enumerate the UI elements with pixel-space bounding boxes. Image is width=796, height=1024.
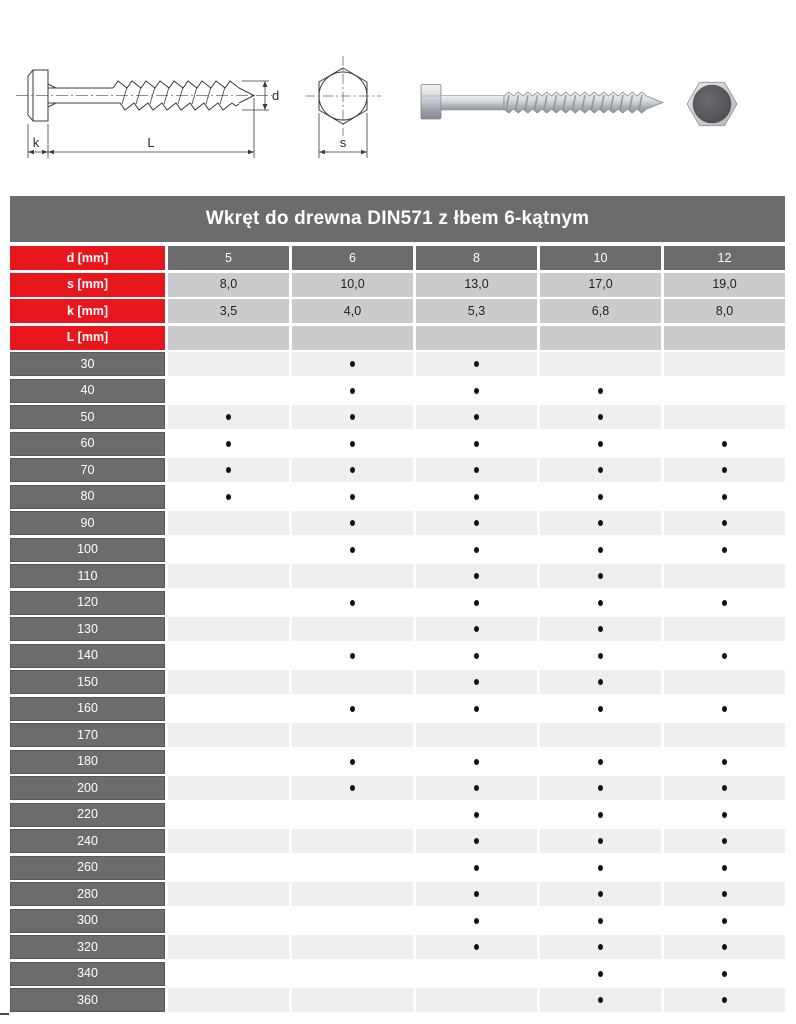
availability-dot xyxy=(474,812,479,818)
availability-dot xyxy=(350,467,355,473)
availability-dot xyxy=(474,467,479,473)
spec-row-label: d [mm] xyxy=(10,246,165,270)
availability-dot xyxy=(722,812,727,818)
availability-cell xyxy=(540,432,661,456)
spec-row xyxy=(10,273,785,297)
availability-cell xyxy=(168,538,289,562)
availability-dot xyxy=(598,467,603,473)
availability-dot xyxy=(598,918,603,924)
availability-cell xyxy=(168,750,289,774)
length-label: 160 xyxy=(10,697,165,721)
availability-dot xyxy=(474,891,479,897)
availability-cell xyxy=(664,697,785,721)
availability-cell xyxy=(540,670,661,694)
length-label: 220 xyxy=(10,803,165,827)
spec-value-cell xyxy=(292,326,413,350)
spec-row-label: s [mm] xyxy=(10,273,165,297)
length-row-220 xyxy=(10,803,785,827)
availability-dot xyxy=(722,918,727,924)
length-label: 90 xyxy=(10,511,165,535)
availability-dot xyxy=(598,600,603,606)
availability-cell xyxy=(292,856,413,880)
availability-dot xyxy=(598,997,603,1003)
availability-cell xyxy=(168,405,289,429)
length-label: 40 xyxy=(10,379,165,403)
availability-cell xyxy=(416,352,537,376)
dim-label-d: d xyxy=(272,88,280,103)
availability-cell xyxy=(540,803,661,827)
availability-cell xyxy=(664,485,785,509)
spec-row-label: L [mm] xyxy=(10,326,165,350)
length-row-200 xyxy=(10,776,785,800)
availability-dot xyxy=(474,441,479,447)
availability-cell xyxy=(540,564,661,588)
availability-dot xyxy=(722,944,727,950)
availability-dot xyxy=(598,838,603,844)
availability-dot xyxy=(474,494,479,500)
availability-cell xyxy=(540,829,661,853)
length-row-30 xyxy=(10,352,785,376)
length-row-360 xyxy=(10,988,785,1012)
availability-cell xyxy=(292,352,413,376)
availability-dot xyxy=(474,388,479,394)
spec-value-cell xyxy=(168,326,289,350)
availability-cell xyxy=(540,644,661,668)
availability-cell xyxy=(664,882,785,906)
availability-cell xyxy=(416,432,537,456)
availability-dot xyxy=(226,414,231,420)
availability-dot xyxy=(474,759,479,765)
availability-cell xyxy=(292,803,413,827)
availability-cell xyxy=(292,962,413,986)
length-label: 140 xyxy=(10,644,165,668)
availability-dot xyxy=(226,467,231,473)
availability-cell xyxy=(416,617,537,641)
spec-value-cell: 10,0 xyxy=(292,273,413,297)
availability-dot xyxy=(722,891,727,897)
availability-cell xyxy=(540,909,661,933)
length-row-80 xyxy=(10,485,785,509)
availability-cell xyxy=(664,564,785,588)
product-drawing xyxy=(0,0,796,196)
availability-dot xyxy=(598,494,603,500)
availability-cell xyxy=(664,617,785,641)
availability-dot xyxy=(722,441,727,447)
availability-dot xyxy=(474,361,479,367)
availability-dot xyxy=(474,944,479,950)
availability-cell xyxy=(540,379,661,403)
availability-dot xyxy=(350,388,355,394)
length-row-160 xyxy=(10,697,785,721)
availability-cell xyxy=(292,432,413,456)
availability-cell xyxy=(540,405,661,429)
availability-cell xyxy=(292,750,413,774)
availability-cell xyxy=(540,882,661,906)
length-row-280 xyxy=(10,882,785,906)
availability-cell xyxy=(168,988,289,1012)
length-label: 320 xyxy=(10,935,165,959)
availability-cell xyxy=(416,697,537,721)
availability-cell xyxy=(540,352,661,376)
availability-cell xyxy=(540,988,661,1012)
availability-dot xyxy=(598,573,603,579)
availability-cell xyxy=(292,935,413,959)
length-label: 30 xyxy=(10,352,165,376)
availability-cell xyxy=(540,723,661,747)
availability-cell xyxy=(416,538,537,562)
availability-cell xyxy=(540,935,661,959)
length-row-100 xyxy=(10,538,785,562)
availability-cell xyxy=(664,776,785,800)
availability-dot xyxy=(722,547,727,553)
availability-dot xyxy=(598,706,603,712)
availability-dot xyxy=(722,520,727,526)
spec-row xyxy=(10,326,785,350)
spec-value-cell: 4,0 xyxy=(292,299,413,323)
availability-cell xyxy=(416,405,537,429)
availability-cell xyxy=(292,697,413,721)
availability-cell xyxy=(416,776,537,800)
availability-cell xyxy=(168,485,289,509)
availability-dot xyxy=(598,865,603,871)
spec-value-cell: 6 xyxy=(292,246,413,270)
length-label: 70 xyxy=(10,458,165,482)
hex-head-front-view-drawing xyxy=(305,56,381,158)
availability-cell xyxy=(416,750,537,774)
availability-cell xyxy=(168,962,289,986)
availability-dot xyxy=(722,997,727,1003)
spec-value-cell: 3,5 xyxy=(168,299,289,323)
availability-cell xyxy=(168,856,289,880)
availability-dot xyxy=(474,679,479,685)
availability-cell xyxy=(168,591,289,615)
availability-dot xyxy=(598,679,603,685)
spec-value-cell: 17,0 xyxy=(540,273,661,297)
length-row-120 xyxy=(10,591,785,615)
length-label: 100 xyxy=(10,538,165,562)
spec-value-cell xyxy=(416,326,537,350)
spec-value-cell: 8,0 xyxy=(664,299,785,323)
table-title: Wkręt do drewna DIN571 z łbem 6-kątnym xyxy=(10,196,785,242)
length-label: 130 xyxy=(10,617,165,641)
availability-cell xyxy=(664,352,785,376)
availability-cell xyxy=(416,935,537,959)
availability-cell xyxy=(416,644,537,668)
availability-cell xyxy=(664,379,785,403)
spec-value-cell: 8 xyxy=(416,246,537,270)
availability-dot xyxy=(350,414,355,420)
length-label: 200 xyxy=(10,776,165,800)
availability-cell xyxy=(292,379,413,403)
availability-dot xyxy=(722,971,727,977)
availability-cell xyxy=(292,405,413,429)
length-label: 260 xyxy=(10,856,165,880)
length-label: 50 xyxy=(10,405,165,429)
screw-diagram-svg xyxy=(0,0,796,196)
length-row-340 xyxy=(10,962,785,986)
length-label: 110 xyxy=(10,564,165,588)
availability-cell xyxy=(416,485,537,509)
length-row-140 xyxy=(10,644,785,668)
availability-dot xyxy=(722,706,727,712)
availability-cell xyxy=(664,829,785,853)
spec-value-cell: 5 xyxy=(168,246,289,270)
availability-dot xyxy=(226,441,231,447)
availability-cell xyxy=(168,617,289,641)
availability-cell xyxy=(168,511,289,535)
availability-dot xyxy=(474,600,479,606)
availability-dot xyxy=(598,547,603,553)
spec-value-cell xyxy=(540,326,661,350)
availability-dot xyxy=(474,573,479,579)
availability-dot xyxy=(722,600,727,606)
availability-cell xyxy=(664,405,785,429)
availability-dot xyxy=(722,838,727,844)
availability-cell xyxy=(416,379,537,403)
availability-cell xyxy=(664,750,785,774)
availability-dot xyxy=(474,626,479,632)
availability-dot xyxy=(598,944,603,950)
hex-head-photo xyxy=(687,82,737,125)
availability-cell xyxy=(664,856,785,880)
availability-cell xyxy=(292,591,413,615)
availability-cell xyxy=(540,458,661,482)
availability-cell xyxy=(416,829,537,853)
availability-cell xyxy=(168,776,289,800)
availability-dot xyxy=(722,494,727,500)
availability-dot xyxy=(474,918,479,924)
availability-cell xyxy=(664,935,785,959)
spec-row-label: k [mm] xyxy=(10,299,165,323)
page-artifact xyxy=(0,1013,9,1015)
length-row-110 xyxy=(10,564,785,588)
length-row-150 xyxy=(10,670,785,694)
length-row-240 xyxy=(10,829,785,853)
availability-cell xyxy=(168,432,289,456)
availability-cell xyxy=(540,776,661,800)
length-label: 240 xyxy=(10,829,165,853)
availability-dot xyxy=(598,891,603,897)
availability-cell xyxy=(540,538,661,562)
availability-dot xyxy=(598,414,603,420)
availability-dot xyxy=(474,414,479,420)
spec-value-cell: 10 xyxy=(540,246,661,270)
availability-dot xyxy=(350,520,355,526)
availability-cell xyxy=(664,962,785,986)
length-label: 300 xyxy=(10,909,165,933)
availability-cell xyxy=(540,591,661,615)
availability-cell xyxy=(664,511,785,535)
availability-dot xyxy=(722,467,727,473)
availability-cell xyxy=(292,909,413,933)
availability-cell xyxy=(540,962,661,986)
availability-cell xyxy=(168,670,289,694)
spec-row xyxy=(10,299,785,323)
availability-cell xyxy=(168,723,289,747)
spec-value-cell: 19,0 xyxy=(664,273,785,297)
availability-dot xyxy=(598,971,603,977)
dim-label-L: L xyxy=(147,135,155,150)
screw-side-view-drawing xyxy=(16,70,279,158)
availability-dot xyxy=(598,626,603,632)
availability-dot xyxy=(474,653,479,659)
availability-dot xyxy=(598,441,603,447)
availability-cell xyxy=(292,670,413,694)
availability-dot xyxy=(350,441,355,447)
availability-cell xyxy=(540,750,661,774)
length-label: 150 xyxy=(10,670,165,694)
availability-cell xyxy=(168,882,289,906)
availability-cell xyxy=(168,697,289,721)
availability-cell xyxy=(540,511,661,535)
availability-cell xyxy=(292,564,413,588)
availability-cell xyxy=(416,564,537,588)
availability-cell xyxy=(416,962,537,986)
availability-dot xyxy=(350,785,355,791)
availability-cell xyxy=(416,909,537,933)
availability-dot xyxy=(350,600,355,606)
availability-cell xyxy=(540,697,661,721)
availability-cell xyxy=(664,591,785,615)
availability-cell xyxy=(292,988,413,1012)
length-row-130 xyxy=(10,617,785,641)
size-table-rows xyxy=(10,246,785,1012)
length-label: 120 xyxy=(10,591,165,615)
length-label: 170 xyxy=(10,723,165,747)
availability-cell xyxy=(416,511,537,535)
availability-cell xyxy=(540,856,661,880)
availability-cell xyxy=(292,538,413,562)
availability-dot xyxy=(350,494,355,500)
availability-cell xyxy=(664,723,785,747)
spec-value-cell: 13,0 xyxy=(416,273,537,297)
availability-cell xyxy=(416,670,537,694)
availability-dot xyxy=(474,865,479,871)
availability-cell xyxy=(664,670,785,694)
length-row-260 xyxy=(10,856,785,880)
length-row-70 xyxy=(10,458,785,482)
length-row-40 xyxy=(10,379,785,403)
availability-dot xyxy=(598,653,603,659)
availability-dot xyxy=(474,547,479,553)
length-label: 280 xyxy=(10,882,165,906)
availability-cell xyxy=(168,829,289,853)
availability-dot xyxy=(722,653,727,659)
dim-label-k: k xyxy=(32,135,40,150)
availability-cell xyxy=(664,909,785,933)
availability-dot xyxy=(350,361,355,367)
availability-dot xyxy=(598,785,603,791)
availability-cell xyxy=(292,644,413,668)
screw-photo xyxy=(421,85,663,120)
availability-dot xyxy=(598,388,603,394)
spec-value-cell: 8,0 xyxy=(168,273,289,297)
spec-value-cell: 6,8 xyxy=(540,299,661,323)
availability-cell xyxy=(416,458,537,482)
availability-cell xyxy=(416,988,537,1012)
availability-dot xyxy=(226,494,231,500)
length-label: 60 xyxy=(10,432,165,456)
availability-cell xyxy=(416,856,537,880)
length-row-50 xyxy=(10,405,785,429)
availability-cell xyxy=(168,909,289,933)
length-label: 360 xyxy=(10,988,165,1012)
availability-dot xyxy=(722,865,727,871)
availability-cell xyxy=(416,723,537,747)
availability-dot xyxy=(722,759,727,765)
spec-value-cell: 12 xyxy=(664,246,785,270)
availability-cell xyxy=(664,538,785,562)
length-label: 180 xyxy=(10,750,165,774)
availability-dot xyxy=(474,785,479,791)
availability-cell xyxy=(416,803,537,827)
availability-cell xyxy=(664,988,785,1012)
availability-dot xyxy=(598,520,603,526)
availability-cell xyxy=(664,644,785,668)
length-label: 340 xyxy=(10,962,165,986)
availability-dot xyxy=(598,759,603,765)
availability-cell xyxy=(416,591,537,615)
availability-cell xyxy=(168,644,289,668)
availability-cell xyxy=(168,803,289,827)
availability-dot xyxy=(474,520,479,526)
length-label: 80 xyxy=(10,485,165,509)
availability-cell xyxy=(540,485,661,509)
dim-label-s: s xyxy=(339,135,347,150)
availability-cell xyxy=(168,352,289,376)
availability-dot xyxy=(350,653,355,659)
size-table xyxy=(10,196,785,1012)
length-row-60 xyxy=(10,432,785,456)
availability-cell xyxy=(416,882,537,906)
availability-cell xyxy=(292,829,413,853)
availability-cell xyxy=(292,882,413,906)
availability-dot xyxy=(350,547,355,553)
availability-cell xyxy=(292,723,413,747)
length-row-170 xyxy=(10,723,785,747)
availability-dot xyxy=(350,706,355,712)
availability-dot xyxy=(350,759,355,765)
availability-cell xyxy=(292,776,413,800)
availability-cell xyxy=(664,803,785,827)
availability-dot xyxy=(722,785,727,791)
spec-value-cell xyxy=(664,326,785,350)
availability-cell xyxy=(168,564,289,588)
availability-cell xyxy=(292,617,413,641)
availability-dot xyxy=(598,812,603,818)
length-row-90 xyxy=(10,511,785,535)
availability-cell xyxy=(292,458,413,482)
availability-cell xyxy=(292,485,413,509)
spec-row xyxy=(10,246,785,270)
length-row-180 xyxy=(10,750,785,774)
availability-dot xyxy=(474,838,479,844)
availability-cell xyxy=(292,511,413,535)
availability-cell xyxy=(168,458,289,482)
availability-cell xyxy=(168,379,289,403)
length-row-320 xyxy=(10,935,785,959)
availability-cell xyxy=(540,617,661,641)
spec-value-cell: 5,3 xyxy=(416,299,537,323)
availability-cell xyxy=(664,432,785,456)
availability-dot xyxy=(474,706,479,712)
availability-cell xyxy=(168,935,289,959)
length-row-300 xyxy=(10,909,785,933)
availability-cell xyxy=(664,458,785,482)
